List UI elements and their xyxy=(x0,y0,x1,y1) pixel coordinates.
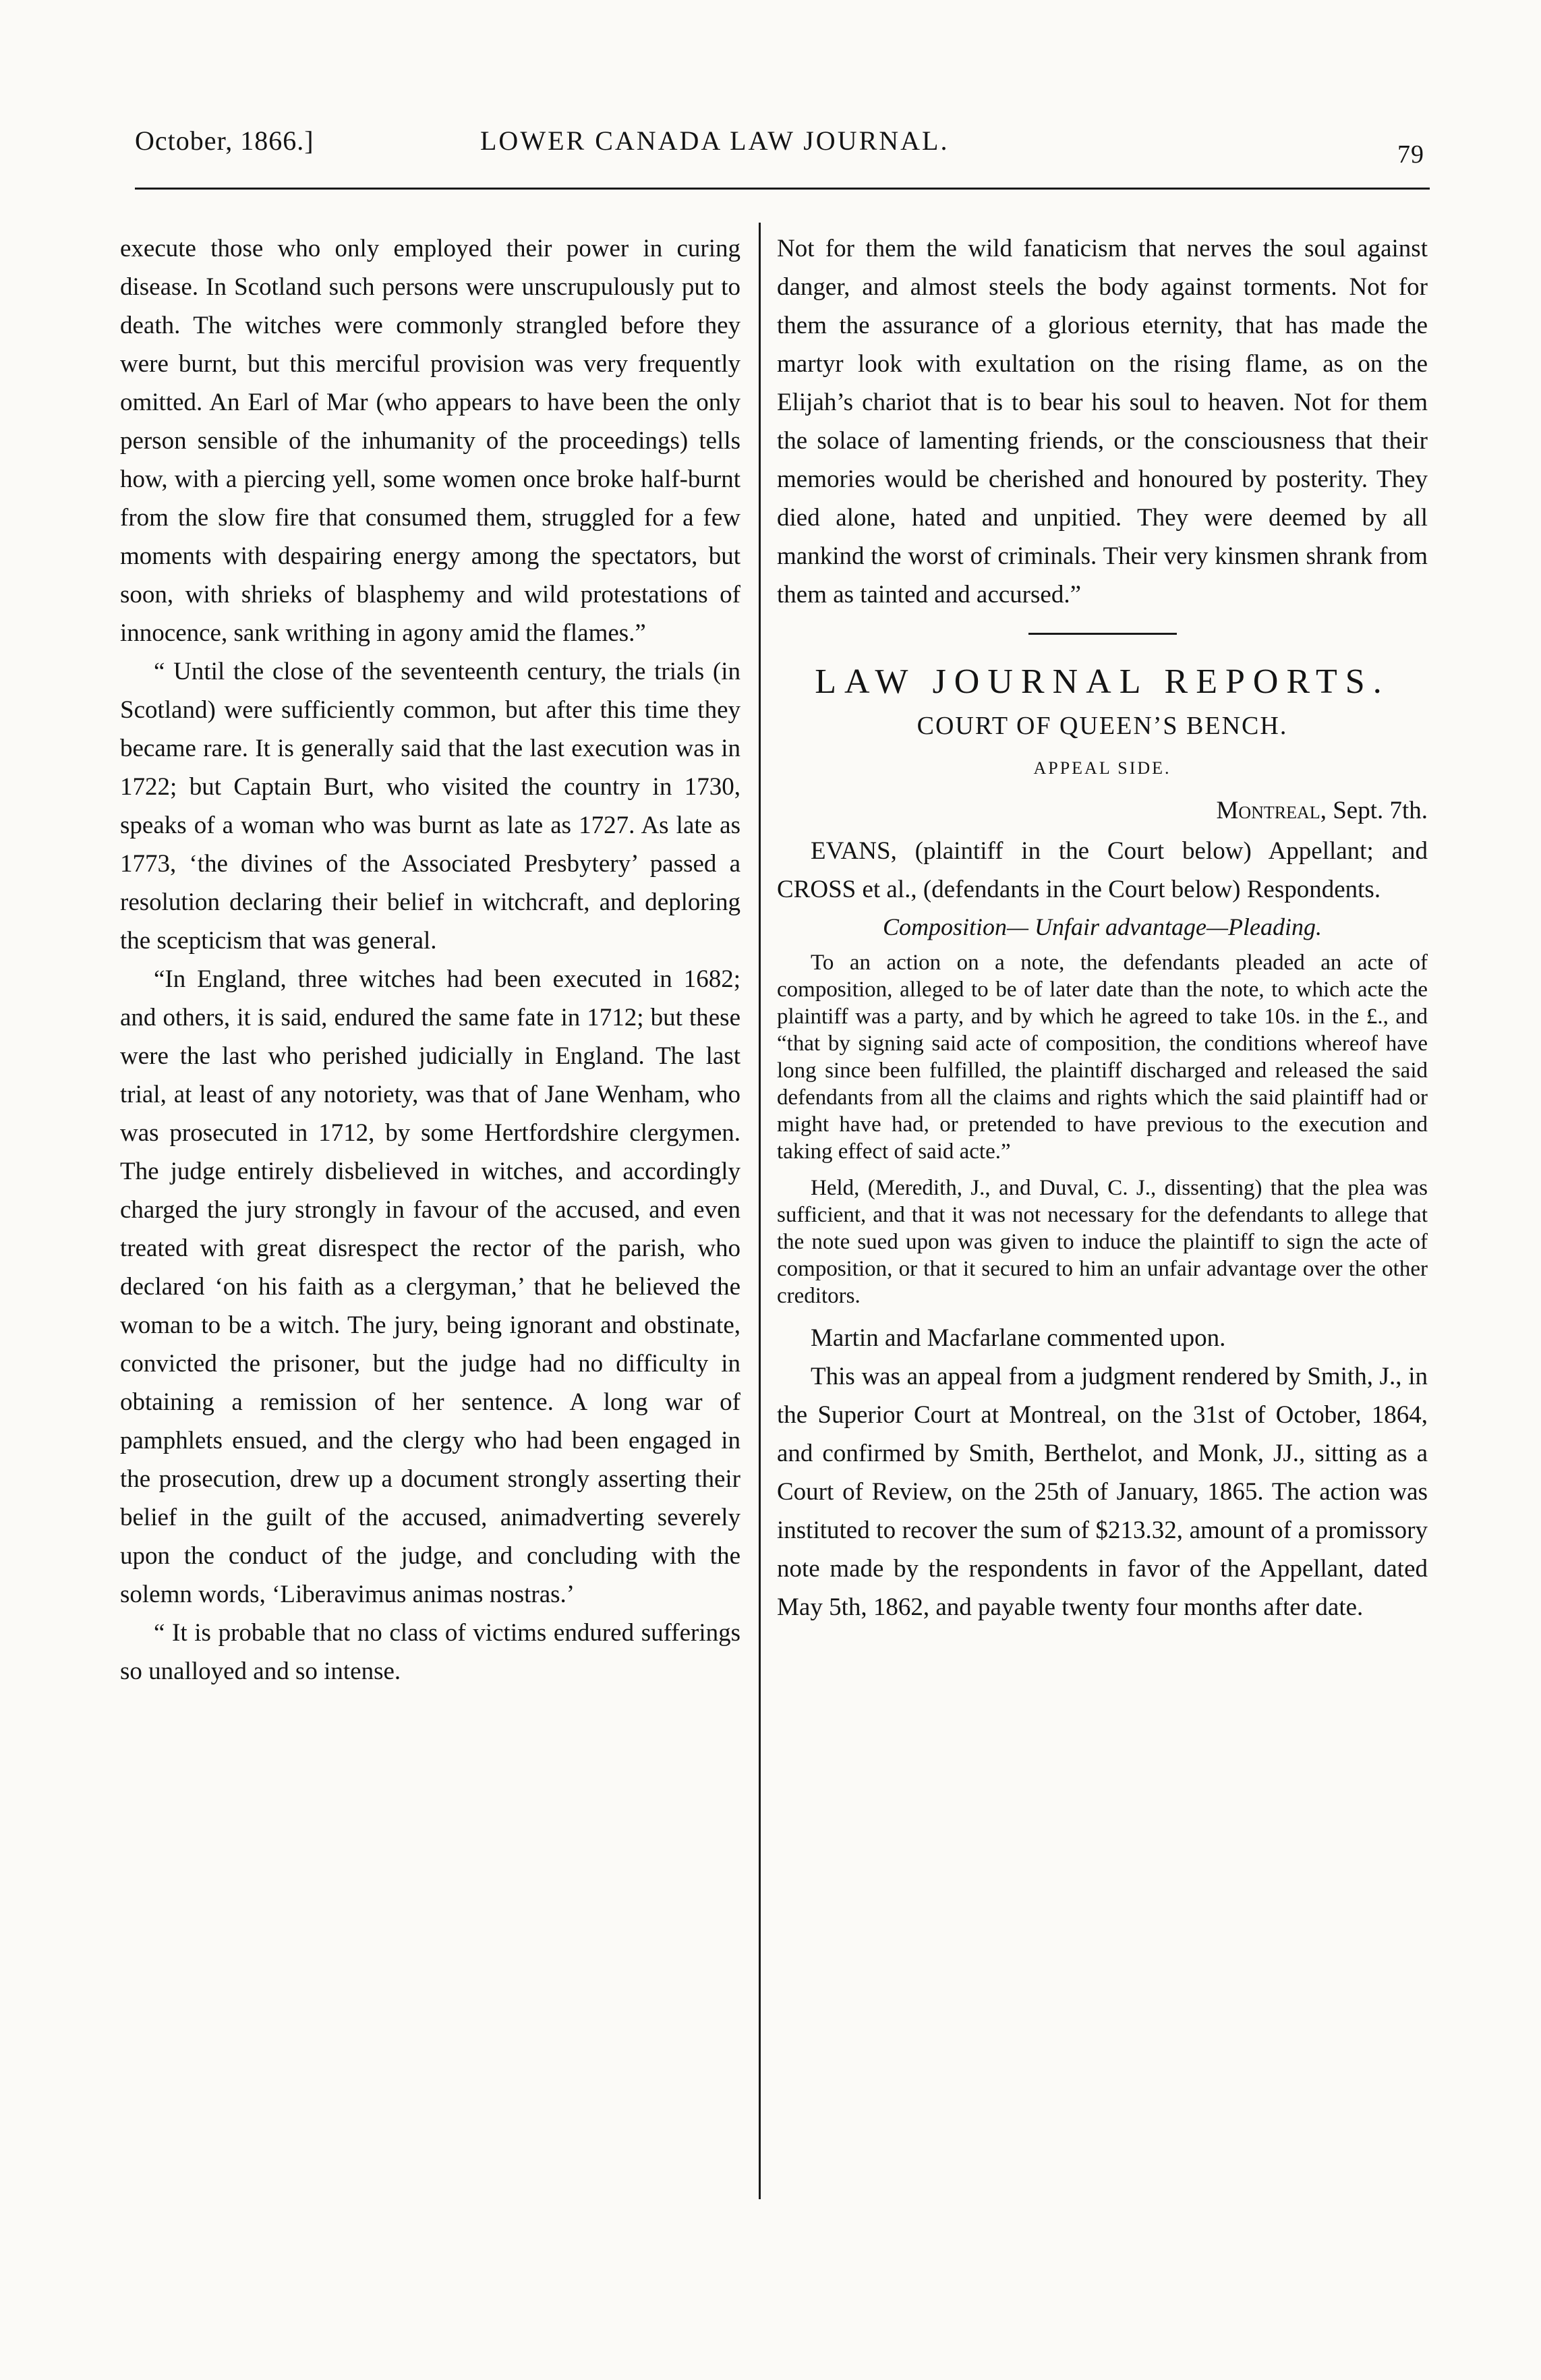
left-column xyxy=(120,229,740,1691)
headnote-1: To an action on a note, the defendants pleaded an acte of composition, alleged to be of later date than the note, to which acte the plaintiff was a party, and by which he agreed to take 10s. in the £., and “that by signing said acte of composition, the conditions whereof have long since been fulfilled, the plaintiff discharged and released the said defendants from all the claims and rights which the said plaintiff had or might have had, or pretended to have previous to the execution and taking effect of said acte.” xyxy=(777,951,1428,1164)
court-heading: COURT OF QUEEN’S BENCH. xyxy=(917,712,1288,740)
left-paragraph-2: “ Until the close of the seventeenth century, the trials (in Scotland) were sufficiently common, but after this time they became rare. It is generally said that the last execution was in 1722; but Captain Burt, who visited the country in 1730, speaks of a woman who was burnt as late as 1727. As late as 1773, ‘the divines of the Associated Presbytery’ passed a resolution declaring their belief in witchcraft, and deploring the scepticism that was general. xyxy=(120,658,740,955)
issue-date: October, 1866.] xyxy=(135,125,314,156)
judgment-body: This was an appeal from a judgment rendered by Smith, J., in the Superior Court at Montreal, on the 31st of October, 1864, and confirmed by Smith, Berthelot, and Monk, JJ., sitting as a Court of Review, on the 25th of January, 1865. The action was instituted to recover the sum of $213.32, amount of a promissory note made by the respondents in favor of the Appellant, dated May 5th, 1862, and payable twenty four months after date. xyxy=(777,1363,1428,1621)
right-column xyxy=(777,229,1428,1626)
running-header xyxy=(129,125,1443,179)
case-caption: Composition— Unfair advantage—Pleading. xyxy=(883,913,1322,940)
journal-title: LOWER CANADA LAW JOURNAL. xyxy=(480,125,950,156)
cases-commented: Martin and Macfarlane commented upon. xyxy=(811,1324,1226,1352)
left-paragraph-1: execute those who only employed their power in curing disease. In Scotland such persons were unscrupulously put to death. The witches were commonly strangled before they were burnt, but this merciful provision was very frequently omitted. An Earl of Mar (who appears to have been the only person sensible of the inhumanity of the proceedings) tells how, with a piercing yell, some women once broke half-burnt from the slow fire that consumed them, struggled for a few moments with despairing energy among the spectators, but soon, with shrieks of blasphemy and wild protestations of innocence, sank writhing in agony amid the flames.” xyxy=(120,235,740,647)
left-paragraph-3: “In England, three witches had been executed in 1682; and others, it is said, endured the same fate in 1712; but these were the last who perished judicially in England. The last trial, at least of any notoriety, was that of Jane Wenham, who was prosecuted in 1712, by some Hertfordshire clergymen. The judge entirely disbelieved in witches, and accordingly charged the jury strongly in favour of the accused, and even treated with great disrespect the rector of the parish, who declared ‘on his faith as a clergyman,’ that he believed the woman to be a witch. The jury, being ignorant and obstinate, convicted the prisoner, but the judge had no difficulty in obtaining a remission of her sentence. A long war of pamphlets ensued, and the clergy who had been engaged in the prosecution, drew up a document strongly asserting their belief in the guilt of the accused, animadverting severely upon the conduct of the judge, and concluding with the solemn words, ‘Liberavimus animas nostras.’ xyxy=(120,965,740,1608)
headnote-2: Held, (Meredith, J., and Duval, C. J., dissenting) that the plea was sufficient, and that it was not necessary for the defendants to allege that the note sued upon was given to induce the plaintiff to sign the acte of composition, or that it secured to him an unfair advantage over the other creditors. xyxy=(777,1176,1428,1308)
dateline xyxy=(777,796,1428,825)
header-rule xyxy=(135,188,1430,190)
case-parties: EVANS, (plaintiff in the Court below) Appellant; and CROSS et al., (defendants in the Court below) Respondents. xyxy=(777,837,1428,903)
appeal-side-label: APPEAL SIDE. xyxy=(1033,758,1171,778)
left-paragraph-4: “ It is probable that no class of victims endured sufferings so unalloyed and so intense. xyxy=(120,1619,740,1685)
page-number: 79 xyxy=(1397,140,1424,169)
section-divider xyxy=(1028,633,1177,635)
right-paragraph-1: Not for them the wild fanaticism that nerves the soul against danger, and almost steels the body against torments. Not for them the assurance of a glorious eternity, that has made the martyr look with exultation on the rising flame, as on the Elijah’s chariot that is to bear his soul to heaven. Not for them the solace of lamenting friends, or the consciousness that their memories would be cherished and honoured by posterity. They died alone, hated and unpitied. They were deemed by all mankind the worst of criminals. Their very kinsmen shrank from them as tainted and accursed.” xyxy=(777,235,1428,608)
dateline-date: , Sept. 7th. xyxy=(1320,797,1428,824)
dateline-place: Montreal xyxy=(1216,797,1320,824)
column-rule xyxy=(759,223,761,2199)
reports-heading: LAW JOURNAL REPORTS. xyxy=(815,662,1390,701)
